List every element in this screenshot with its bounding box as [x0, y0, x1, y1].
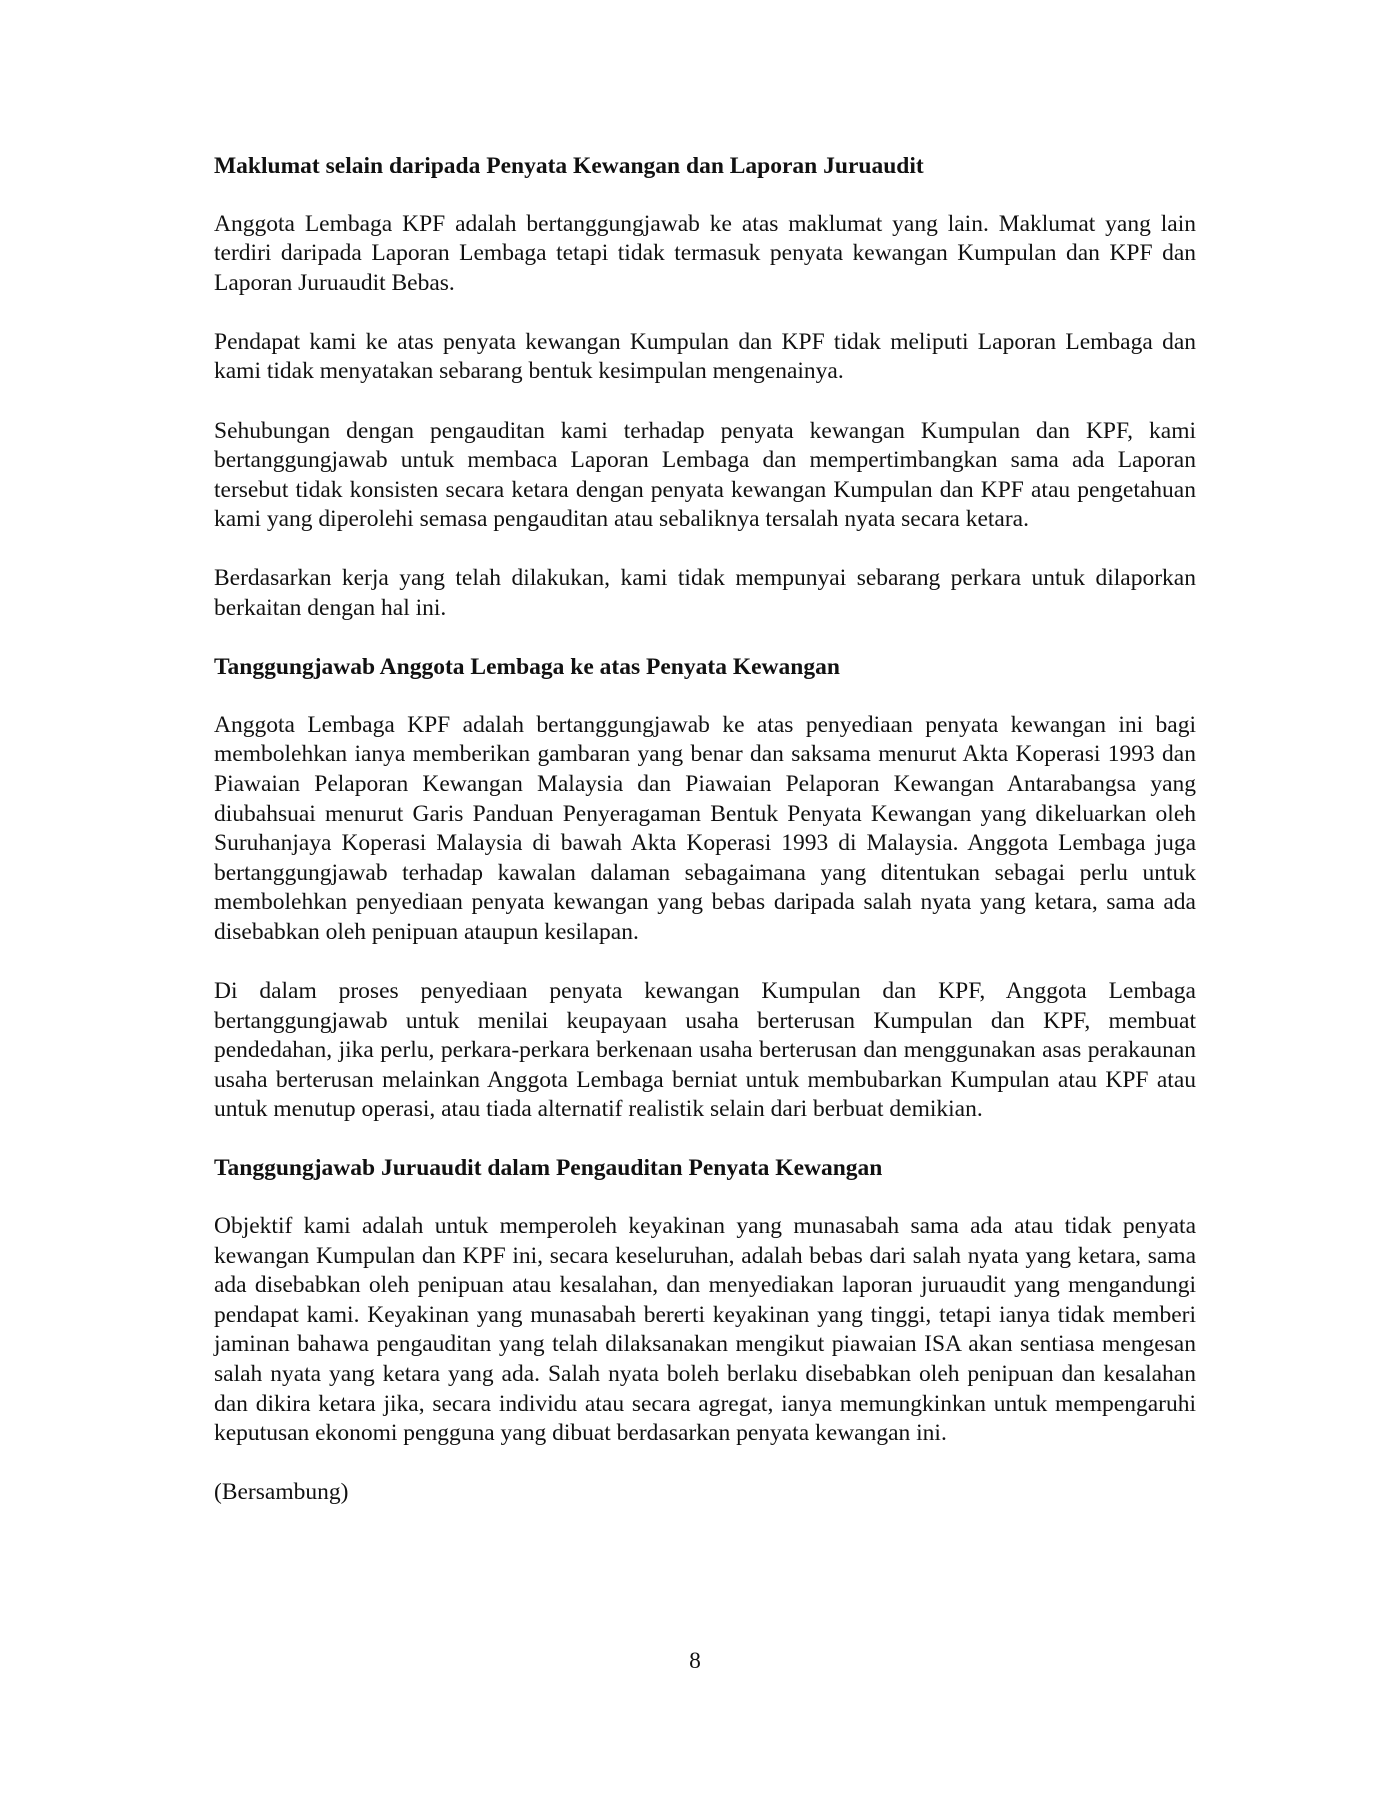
section-heading: Tanggungjawab Anggota Lembaga ke atas Penyata Kewangan [214, 654, 840, 681]
paragraph: Anggota Lembaga KPF adalah bertanggungjawab ke atas maklumat yang lain. Maklumat yang lain terdiri daripada Laporan Lembaga tetapi tidak termasuk penyata kewangan Kumpulan dan KPF dan Laporan Juruaudit Bebas. [214, 210, 1196, 296]
section-heading: Maklumat selain daripada Penyata Kewangan dan Laporan Juruaudit [214, 153, 924, 179]
section-heading: Tanggungjawab Juruaudit dalam Pengauditan Penyata Kewangan [214, 1155, 883, 1182]
continuation-note: (Bersambung) [214, 1479, 349, 1506]
page-number: 8 [689, 1648, 701, 1674]
paragraph: Berdasarkan kerja yang telah dilakukan, kami tidak mempunyai sebarang perkara untuk dilaporkan berkaitan dengan hal ini. [214, 565, 1196, 622]
section-auditor-responsibilities [214, 1154, 1196, 1448]
section-board-responsibilities [214, 653, 1196, 1125]
paragraph: Pendapat kami ke atas penyata kewangan Kumpulan dan KPF tidak meliputi Laporan Lembaga dan kami tidak menyatakan sebarang bentuk kesimpulan mengenainya. [214, 328, 1196, 385]
document-page [214, 152, 1196, 1537]
paragraph: Anggota Lembaga KPF adalah bertanggungjawab ke atas penyediaan penyata kewangan ini bagi membolehkan ianya memberikan gambaran yang benar dan saksama menurut Akta Koperasi 1993 dan Piawaian Pelaporan Kewangan Malaysia dan Piawaian Pelaporan Kewangan Antarabangsa yang diubahsuai menurut Garis Panduan Penyeragaman Bentuk Penyata Kewangan yang dikeluarkan oleh Suruhanjaya Koperasi Malaysia di bawah Akta Koperasi 1993 di Malaysia. Anggota Lembaga juga bertanggungjawab terhadap kawalan dalaman sebagaimana yang ditentukan sebagai perlu untuk membolehkan penyediaan penyata kewangan yang bebas daripada salah nyata yang ketara, sama ada disebabkan oleh penipuan ataupun kesilapan. [214, 711, 1196, 945]
section-other-information [214, 152, 1196, 624]
paragraph: Di dalam proses penyediaan penyata kewangan Kumpulan dan KPF, Anggota Lembaga bertanggungjawab untuk menilai keupayaan usaha berterusan Kumpulan dan KPF, membuat pendedahan, jika perlu, perkara-perkara berkenaan usaha berterusan dan menggunakan asas perakaunan usaha berterusan melainkan Anggota Lembaga berniat untuk membubarkan Kumpulan atau KPF atau untuk menutup operasi, atau tiada alternatif realistik selain dari berbuat demikian. [214, 977, 1196, 1123]
paragraph: Objektif kami adalah untuk memperoleh keyakinan yang munasabah sama ada atau tidak penyata kewangan Kumpulan dan KPF ini, secara keseluruhan, adalah bebas dari salah nyata yang ketara, sama ada disebabkan oleh penipuan atau kesalahan, dan menyediakan laporan juruaudit yang mengandungi pendapat kami. Keyakinan yang munasabah bererti keyakinan yang tinggi, tetapi ianya tidak memberi jaminan bahawa pengauditan yang telah dilaksanakan mengikut piawaian ISA akan sentiasa mengesan salah nyata yang ketara yang ada. Salah nyata boleh berlaku disebabkan oleh penipuan dan kesalahan dan dikira ketara jika, secara individu atau secara agregat, ianya memungkinkan untuk mempengaruhi keputusan ekonomi pengguna yang dibuat berdasarkan penyata kewangan ini. [214, 1213, 1196, 1447]
paragraph: Sehubungan dengan pengauditan kami terhadap penyata kewangan Kumpulan dan KPF, kami bertanggungjawab untuk membaca Laporan Lembaga dan mempertimbangkan sama ada Laporan tersebut tidak konsisten secara ketara dengan penyata kewangan Kumpulan dan KPF atau pengetahuan kami yang diperolehi semasa pengauditan atau sebaliknya tersalah nyata secara ketara. [214, 417, 1196, 533]
